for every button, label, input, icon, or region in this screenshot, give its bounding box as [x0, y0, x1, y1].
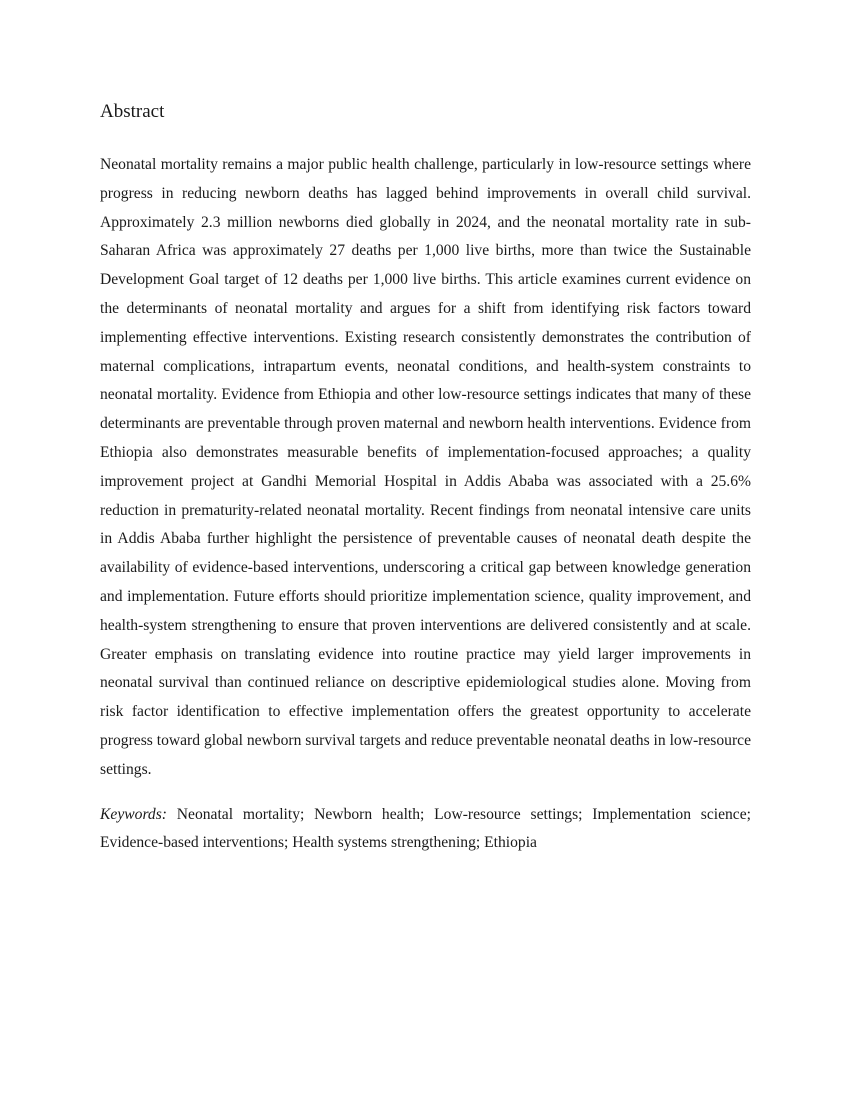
keywords-label: Keywords:: [100, 805, 167, 823]
abstract-body: Neonatal mortality remains a major public health challenge, particularly in low-resource settings where progress in reducing newborn deaths has lagged behind improvements in overall child survival. Approximately 2.3 million newborns died globally in 2024, and the neonatal mortality rate in sub-Saharan Africa was approximately 27 deaths per 1,000 live births, more than twice the Sustainable Development Goal target of 12 deaths per 1,000 live births. This article examines current evidence on the determinants of neonatal mortality and argues for a shift from identifying risk factors toward implementing effective interventions. Existing research consistently demonstrates the contribution of maternal complications, intrapartum events, neonatal conditions, and health-system constraints to neonatal mortality. Evidence from Ethiopia and other low-resource settings indicates that many of these determinants are preventable through proven maternal and newborn health interventions. Evidence from Ethiopia also demonstrates measurable benefits of implementation-focused approaches; a quality improvement project at Gandhi Memorial Hospital in Addis Ababa was associated with a 25.6% reduction in prematurity-related neonatal mortality. Recent findings from neonatal intensive care units in Addis Ababa further highlight the persistence of preventable causes of neonatal death despite the availability of evidence-based interventions, underscoring a critical gap between knowledge generation and implementation. Future efforts should prioritize implementation science, quality improvement, and health-system strengthening to ensure that proven interventions are delivered consistently and at scale. Greater emphasis on translating evidence into routine practice may yield larger improvements in neonatal survival than continued reliance on descriptive epidemiological studies alone. Moving from risk factor identification to effective implementation offers the greatest opportunity to accelerate progress toward global newborn survival targets and reduce preventable neonatal deaths in low-resource settings.: [100, 156, 751, 778]
abstract-page: [100, 98, 751, 858]
keywords-paragraph: [100, 801, 751, 859]
keywords-text: Neonatal mortality; Newborn health; Low-resource settings; Implementation science; Evidence-based interventions; Health systems strengthening; Ethiopia: [100, 805, 751, 852]
abstract-heading: Abstract: [100, 101, 165, 122]
